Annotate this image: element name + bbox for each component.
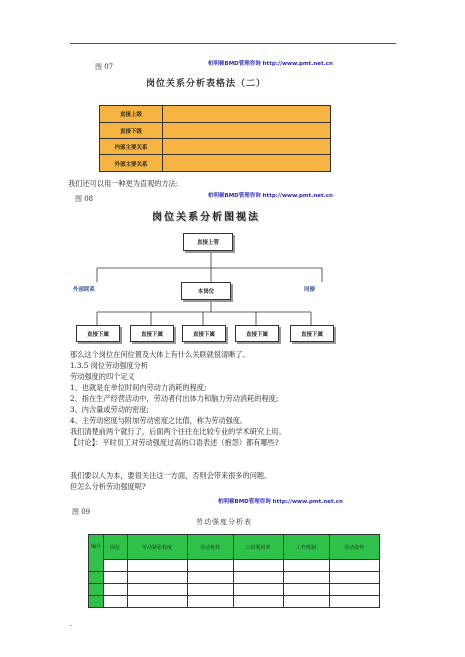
- relation-label: 内部主要关系: [114, 145, 148, 151]
- paragraph: 我们清楚前两个就行了，后面两个往往在比较专业的学术研究上用。: [70, 427, 286, 436]
- header-cell: 劳动紧张程度: [141, 544, 172, 551]
- header-cell: 劳动姿势: [343, 544, 364, 551]
- box-subordinate-4: 直接下属: [235, 325, 279, 342]
- fig07-label: 图 07: [95, 63, 114, 71]
- paragraph: 那么这个岗位在何位置及大体上有什么关联就很清晰了。: [70, 350, 250, 359]
- box-this-position: 本岗位: [181, 282, 231, 300]
- box-subordinate-3: 直接下属: [182, 325, 226, 342]
- labor-intensity-table: [88, 534, 380, 608]
- header-cell: 工作班制: [295, 544, 316, 551]
- paragraph: 1.3.5 岗位劳动强度分析: [70, 361, 149, 370]
- fig08-brand: 柏明顿BMD管理咨询 http://www.pmt.net.cn: [208, 193, 333, 199]
- paragraph: 但怎么分析劳动强度呢?: [70, 482, 146, 491]
- paragraph: 3、内含量或劳动的密度;: [70, 405, 149, 414]
- box-subordinate-5: 直接下属: [290, 325, 334, 342]
- footer-mark: -: [70, 622, 73, 629]
- body-text: [70, 349, 410, 448]
- intro-line: 我们还可以用一种更为直观的方法:: [68, 179, 179, 188]
- row-line: [89, 571, 379, 572]
- paragraph: 2、指在生产经营活动中，劳动者付出体力和脑力劳动消耗的程度;: [70, 394, 279, 403]
- box-subordinate-1: 直接下属: [76, 325, 120, 342]
- relation-label: 外部主要关系: [114, 161, 148, 168]
- header-cell: 编号: [90, 543, 101, 550]
- box-direct-superior: 直接上管: [183, 233, 233, 251]
- paragraph: 4、主劳动密度与附加劳动密度之比值，称为劳动强度。: [70, 416, 248, 425]
- box-subordinate-2: 直接下属: [130, 325, 174, 342]
- label-peers: 同僚: [304, 287, 316, 293]
- paragraph: 1、也就是在单位时间内劳动力消耗的程度;: [70, 383, 207, 392]
- relation-label: 直接上级: [119, 112, 142, 118]
- fig09-label: 图 09: [72, 508, 91, 516]
- header-cell: 岗位: [109, 544, 120, 551]
- paragraph: 劳动强度的四个定义: [70, 372, 135, 381]
- header-cell: 工时利用率: [245, 544, 271, 551]
- fig09-title: 劳动强度分析表: [196, 518, 252, 526]
- fig07-title: 岗位关系分析表格法（二）: [146, 79, 267, 89]
- brand-3: 柏明顿BMD管理咨询 http://www.pmt.net.cn: [218, 499, 343, 505]
- relation-label: 直接下级: [119, 129, 142, 135]
- header-cell: 劳动负荷: [199, 544, 220, 551]
- fig07-brand: 柏明顿BMD管理咨询 http://www.pmt.net.cn: [208, 61, 333, 67]
- fig08-label: 图 08: [75, 195, 94, 203]
- row-line: [89, 583, 379, 584]
- row-line: [89, 595, 379, 596]
- paragraph: 我们要以人为本，要很关注这一方面，否则会带来很多的问题。: [70, 471, 272, 480]
- label-external-contact: 外部联系: [73, 287, 96, 293]
- body-text-2: [70, 470, 410, 492]
- fig08-title: 岗位关系分析图视法: [152, 212, 260, 223]
- paragraph: 【讨论】：平时员工对劳动强度过高的口语表述（抱怨）都有哪些?: [70, 438, 279, 447]
